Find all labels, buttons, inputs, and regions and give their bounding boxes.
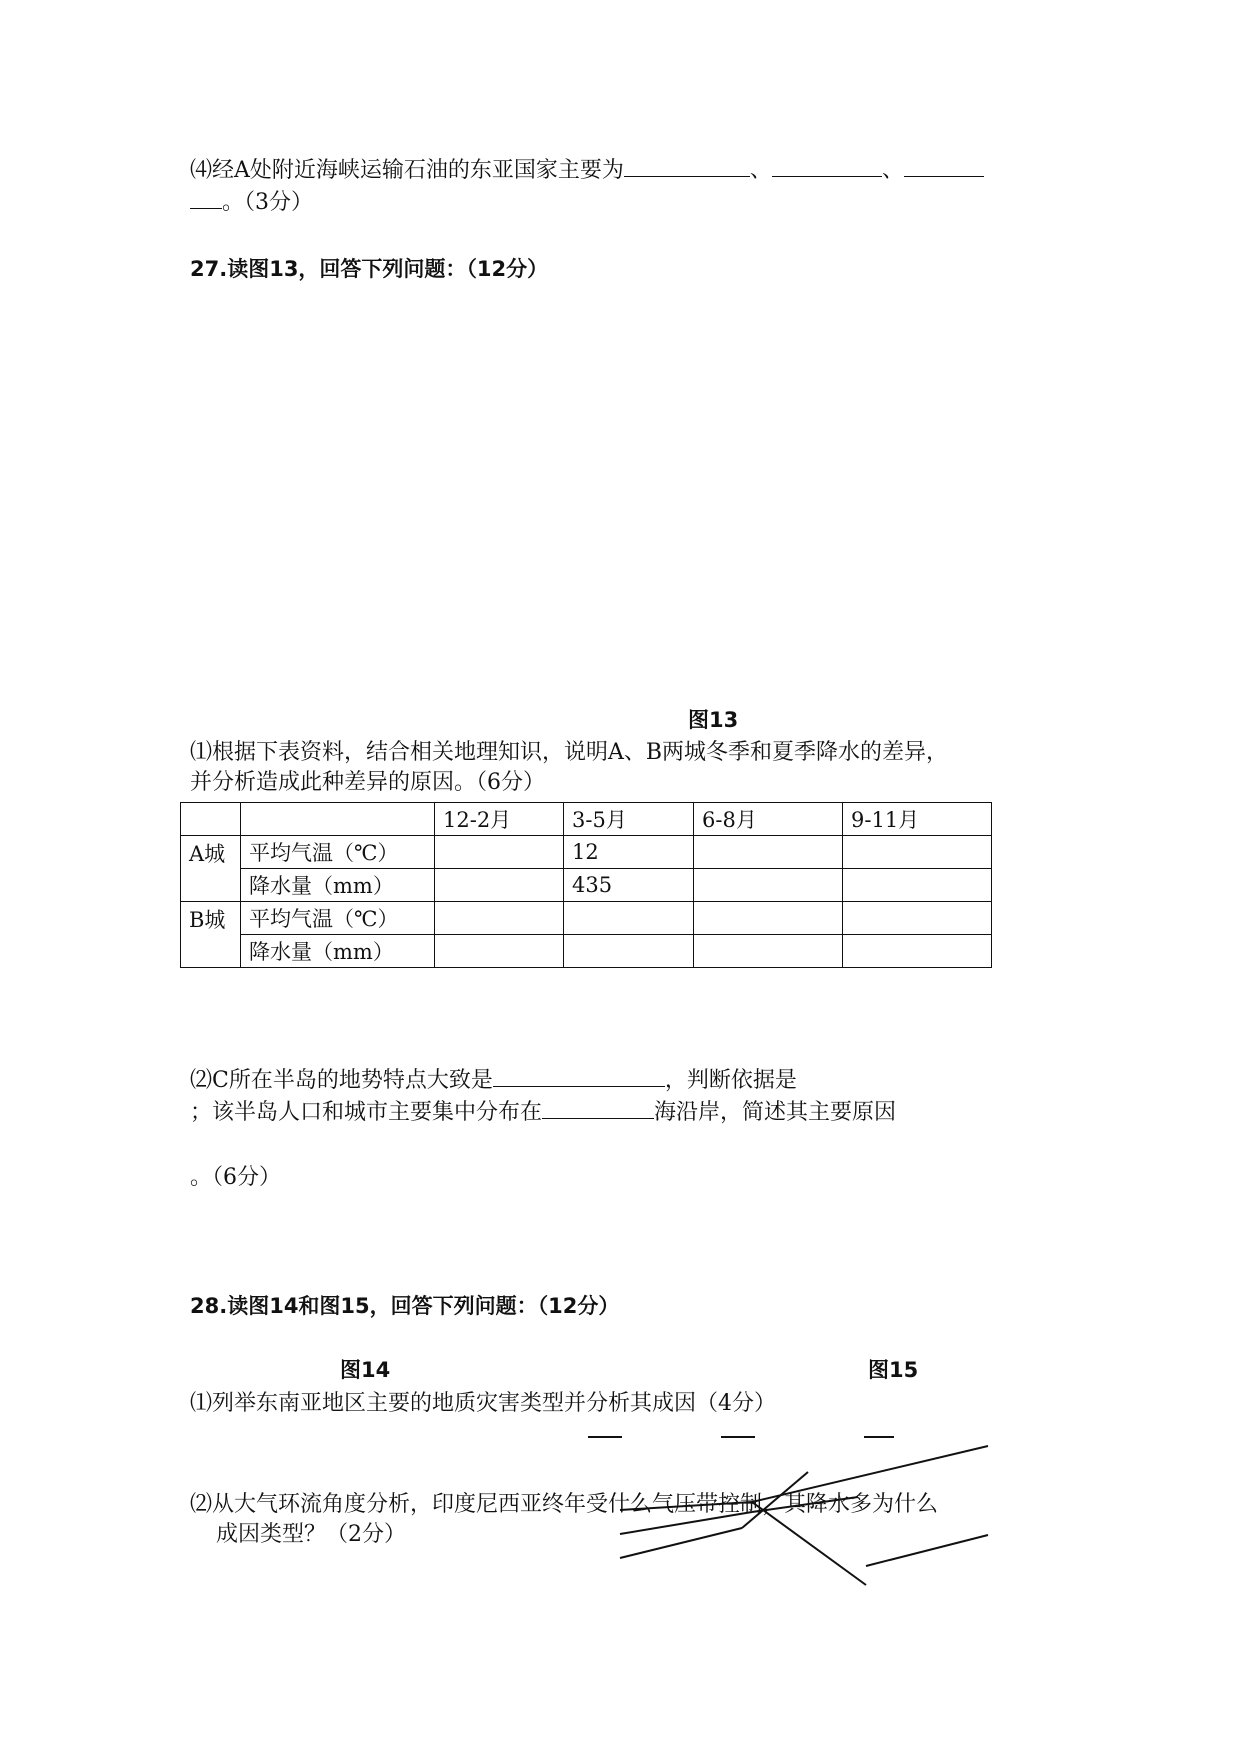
separator: 、 — [881, 158, 904, 183]
q27-part2-end: 。（6分） — [190, 1165, 281, 1190]
q26-part4-prompt: ⑷经A处附近海峡运输石油的东亚国家主要为 — [190, 158, 624, 183]
q28-part2-line2: 成因类型？（2分） — [216, 1522, 406, 1547]
q27-part2-reason: 海沿岸，简述其主要原因 — [654, 1100, 897, 1125]
figure-15-caption: 图15 — [868, 1358, 919, 1382]
figure-14-caption: 图14 — [340, 1358, 391, 1382]
q27-heading: 27.读图13，回答下列问题：（12分） — [190, 257, 549, 281]
q28-part1: ⑴列举东南亚地区主要的地质灾害类型并分析其成因（4分） — [190, 1391, 776, 1416]
table-cell: 12 — [564, 836, 694, 869]
table-cell: 435 — [564, 869, 694, 902]
header-cell: 12-2月 — [435, 803, 564, 836]
q28-heading: 28.读图14和图15，回答下列问题：（12分） — [190, 1294, 620, 1318]
header-cell: 3-5月 — [564, 803, 694, 836]
q27-part1-line1: ⑴根据下表资料，结合相关地理知识，说明A、B两城冬季和夏季降水的差异， — [190, 740, 949, 765]
separator: 、 — [749, 158, 772, 183]
q28-part2-line1: ⑵从大气环流角度分析，印度尼西亚终年受什么气压带控制，其降水多为什么 — [190, 1492, 939, 1517]
q27-part2-population: ；该半岛人口和城市主要集中分布在 — [190, 1100, 543, 1125]
header-cell: 9-11月 — [843, 803, 992, 836]
city-label: B城 — [181, 902, 241, 968]
q26-part4-end: 。（3分） — [222, 190, 313, 215]
metric-label: 平均气温（℃） — [241, 836, 435, 869]
metric-label: 降水量（mm） — [241, 869, 435, 902]
q27-part1-line2: 并分析造成此种差异的原因。（6分） — [190, 770, 545, 795]
metric-label: 降水量（mm） — [241, 935, 435, 968]
figure-13-caption: 图13 — [688, 708, 739, 732]
metric-label: 平均气温（℃） — [241, 902, 435, 935]
q27-part2-prompt: ⑵C所在半岛的地势特点大致是 — [190, 1068, 493, 1093]
header-cell: 6-8月 — [694, 803, 843, 836]
q27-part2-basis: ，判断依据是 — [664, 1068, 797, 1093]
city-label: A城 — [181, 836, 241, 902]
